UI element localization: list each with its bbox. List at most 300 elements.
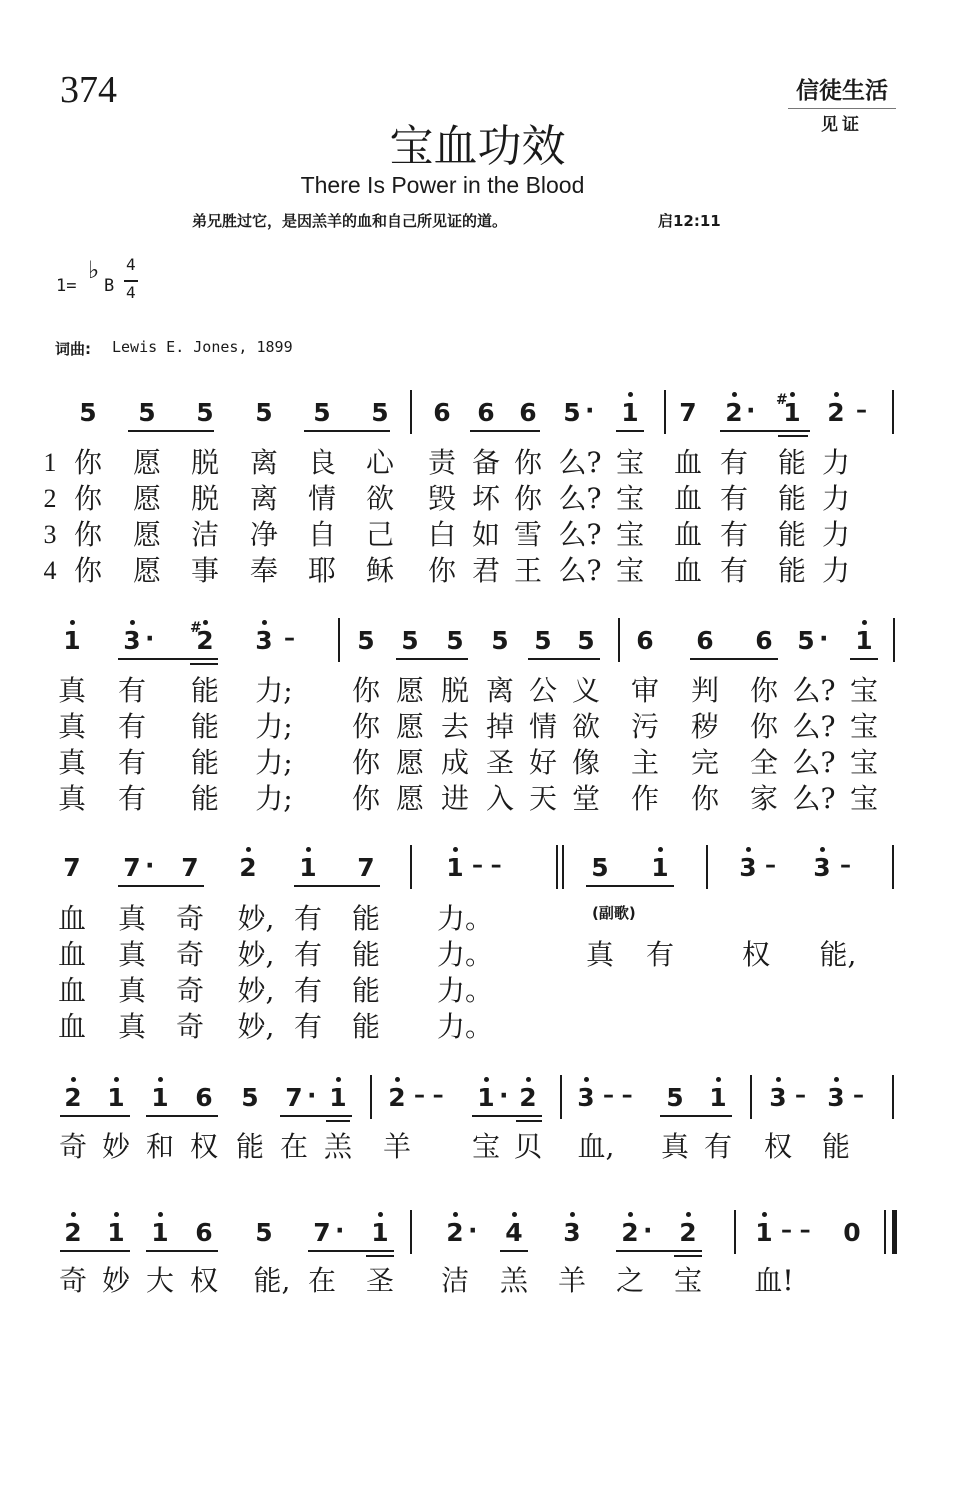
- beam: [128, 430, 214, 432]
- lyric: 真: [57, 782, 86, 815]
- lyric: 权: [189, 1264, 218, 1297]
- lyric: 全: [749, 746, 778, 779]
- lyric: 力: [821, 446, 850, 479]
- lyric: 你: [749, 674, 778, 707]
- lyric: 君: [471, 554, 500, 587]
- lyric: 公: [528, 674, 557, 707]
- note: 5: [491, 626, 509, 655]
- note: 6: [696, 626, 714, 655]
- beam: [308, 1250, 394, 1252]
- lyric: 愿: [395, 710, 424, 743]
- lyric: 血: [57, 902, 86, 935]
- lyric: 能: [351, 1010, 380, 1043]
- scripture-reference: 启12:11: [658, 212, 721, 230]
- lyric: 血: [673, 446, 702, 479]
- note-high: 2: [508, 1083, 548, 1113]
- lyric: 入: [485, 782, 514, 815]
- note: 7: [181, 853, 199, 882]
- dash: –: [840, 853, 851, 878]
- bar-line: [618, 618, 620, 662]
- note-high: 3: [244, 626, 284, 656]
- lyric: 宝: [615, 482, 644, 515]
- lyric: 么?: [558, 554, 602, 587]
- note-high: 1: [435, 853, 475, 883]
- note-high: 1: [640, 853, 680, 883]
- lyric: 能: [351, 938, 380, 971]
- lyric: 愿: [132, 446, 161, 479]
- bar-line: [370, 1075, 372, 1119]
- beam: [850, 658, 878, 660]
- lyric: 良: [307, 446, 336, 479]
- lyric: 圣: [485, 746, 514, 779]
- lyric: 能: [351, 974, 380, 1007]
- augmentation-dot: ·: [643, 1216, 653, 1245]
- bar-line: [892, 1075, 894, 1119]
- note: 6: [755, 626, 773, 655]
- dash: – –: [472, 853, 502, 878]
- lyric: 力: [821, 482, 850, 515]
- lyric: 血,: [577, 1130, 615, 1163]
- lyric: 作: [630, 782, 659, 815]
- lyric: 你: [351, 710, 380, 743]
- lyric: 宝: [615, 446, 644, 479]
- beam: [516, 1120, 542, 1122]
- note: 5: [313, 398, 331, 427]
- lyric: 宝: [849, 746, 878, 779]
- note: 5: [79, 398, 97, 427]
- lyric: 你: [73, 482, 102, 515]
- note-high: 2: [714, 398, 754, 428]
- lyric: 有: [719, 482, 748, 515]
- time-signature-top: 4: [126, 255, 136, 274]
- lyric: 么?: [792, 710, 836, 743]
- final-bar-line: [884, 1210, 886, 1254]
- lyric: 审: [630, 674, 659, 707]
- lyric: 洁: [440, 1264, 469, 1297]
- lyric: 么?: [558, 446, 602, 479]
- beam: [396, 658, 468, 660]
- lyric: 血: [57, 938, 86, 971]
- lyric: 力: [821, 554, 850, 587]
- lyric: 羊: [557, 1264, 586, 1297]
- credit-name: Lewis E. Jones, 1899: [112, 338, 293, 356]
- lyric: 王: [513, 554, 542, 587]
- dash: –: [853, 1083, 864, 1108]
- lyric: 进: [440, 782, 469, 815]
- note: 7: [63, 853, 81, 882]
- note-high: 3: [816, 1083, 856, 1113]
- dash: –: [284, 626, 295, 651]
- lyric: 力;: [255, 674, 293, 707]
- note: 7: [357, 853, 375, 882]
- lyric: 主: [630, 746, 659, 779]
- note: 6: [433, 398, 451, 427]
- lyric: 你: [351, 746, 380, 779]
- beam: [690, 658, 778, 660]
- augmentation-dot: ·: [335, 1216, 345, 1245]
- lyric: 妙,: [237, 902, 275, 935]
- lyric: 好: [528, 746, 557, 779]
- lyric: 家: [749, 782, 778, 815]
- lyric: 奇: [175, 974, 204, 1007]
- lyric: 脱: [190, 446, 219, 479]
- note: 6: [519, 398, 537, 427]
- note-high: 1: [96, 1218, 136, 1248]
- lyric: 贝: [513, 1130, 542, 1163]
- lyric: 愿: [132, 518, 161, 551]
- lyric: 能: [777, 518, 806, 551]
- dash: –: [765, 853, 776, 878]
- lyric: 真: [57, 710, 86, 743]
- note-high: 1: [52, 626, 92, 656]
- lyric: 你: [690, 782, 719, 815]
- augmentation-dot: ·: [307, 1081, 317, 1110]
- lyric: 宝: [849, 710, 878, 743]
- note: 7: [679, 398, 697, 427]
- note-high: 1: [140, 1083, 180, 1113]
- lyric: 像: [571, 746, 600, 779]
- note: 6: [195, 1083, 213, 1112]
- augmentation-dot: ·: [468, 1216, 478, 1245]
- beam: [674, 1255, 702, 1257]
- note: 5: [255, 398, 273, 427]
- verse-number: 1: [43, 448, 57, 477]
- beam: [146, 1250, 218, 1252]
- lyric: 权: [763, 1130, 792, 1163]
- bar-line: [734, 1210, 736, 1254]
- lyric: 你: [73, 446, 102, 479]
- lyric: 有: [293, 974, 322, 1007]
- lyric: 血: [673, 554, 702, 587]
- note: 6: [477, 398, 495, 427]
- lyric: 真: [117, 902, 146, 935]
- lyric: 有: [117, 782, 146, 815]
- key-label: 1=: [56, 276, 77, 296]
- note: 5: [371, 398, 389, 427]
- dash: –: [856, 398, 867, 423]
- double-bar-line: [562, 845, 564, 889]
- lyric: 奇: [175, 902, 204, 935]
- lyric: 洁: [190, 518, 219, 551]
- lyric: 你: [73, 518, 102, 551]
- beam: [190, 663, 218, 665]
- lyric: 己: [365, 518, 394, 551]
- hymn-title-zh: 宝血功效: [389, 121, 566, 172]
- note-high: 1: [844, 626, 884, 656]
- lyric: 血: [57, 1010, 86, 1043]
- lyric: 你: [73, 554, 102, 587]
- lyric: 离: [485, 674, 514, 707]
- lyric: 血: [57, 974, 86, 1007]
- bar-line: [338, 618, 340, 662]
- verse-number: 2: [43, 484, 57, 513]
- bar-line: [750, 1075, 752, 1119]
- lyric: 情: [528, 710, 557, 743]
- beam: [60, 1115, 130, 1117]
- time-signature-line: [124, 280, 138, 282]
- lyric: 秽: [690, 710, 719, 743]
- lyric: 欲: [365, 482, 394, 515]
- lyric: 有: [645, 938, 674, 971]
- lyric: 自: [307, 518, 336, 551]
- note: 6: [195, 1218, 213, 1247]
- beam: [720, 430, 810, 432]
- beam: [294, 885, 380, 887]
- lyric: 坏: [471, 482, 500, 515]
- lyric: 奇: [175, 938, 204, 971]
- note-high: 3: [802, 853, 842, 883]
- lyric: 净: [249, 518, 278, 551]
- lyric: 力;: [255, 746, 293, 779]
- note: 5: [666, 1083, 684, 1112]
- lyric: 妙: [101, 1264, 130, 1297]
- lyric: 奉: [249, 554, 278, 587]
- augmentation-dot: ·: [145, 624, 155, 653]
- lyric: 愿: [132, 554, 161, 587]
- note-high: 2: [53, 1218, 93, 1248]
- lyric: 能: [777, 554, 806, 587]
- lyric: 真: [117, 1010, 146, 1043]
- note-high: 3: [566, 1083, 606, 1113]
- bar-line: [893, 618, 895, 662]
- lyric: 宝: [673, 1264, 702, 1297]
- bar-line: [664, 390, 666, 434]
- lyric: 能: [777, 482, 806, 515]
- lyric: 么?: [792, 674, 836, 707]
- lyric: 么?: [792, 746, 836, 779]
- note-high: 1: [466, 1083, 506, 1113]
- note-high: 3: [728, 853, 768, 883]
- note-high: 1: [318, 1083, 358, 1113]
- beam: [118, 885, 204, 887]
- lyric: 奇: [58, 1264, 87, 1297]
- lyric: 妙,: [237, 974, 275, 1007]
- note: 5: [446, 626, 464, 655]
- lyric: 宝: [849, 782, 878, 815]
- note: 0: [843, 1218, 861, 1247]
- note: 5: [357, 626, 375, 655]
- lyric: 真: [660, 1130, 689, 1163]
- lyric: 在: [279, 1130, 308, 1163]
- lyric: 奇: [175, 1010, 204, 1043]
- lyric: 离: [249, 446, 278, 479]
- refrain-tag: (副歌): [592, 904, 636, 922]
- lyric: 有: [293, 938, 322, 971]
- bar-line: [410, 845, 412, 889]
- lyric: 能: [777, 446, 806, 479]
- lyric: 义: [571, 674, 600, 707]
- lyric: 和: [145, 1130, 174, 1163]
- lyric: 愿: [132, 482, 161, 515]
- note-high: 2: [816, 398, 856, 428]
- note-high: 1: [288, 853, 328, 883]
- lyric: 事: [190, 554, 219, 587]
- lyric: 离: [249, 482, 278, 515]
- note-high: 2: [668, 1218, 708, 1248]
- key-note: B: [104, 276, 115, 296]
- beam: [660, 1115, 732, 1117]
- lyric: 去: [440, 710, 469, 743]
- note: 7: [285, 1083, 303, 1112]
- final-bar-line-thick: [892, 1210, 897, 1254]
- category-label: 信徒生活: [788, 72, 896, 109]
- lyric: 力: [821, 518, 850, 551]
- subcategory-label: 见证: [821, 115, 863, 135]
- note: 5: [577, 626, 595, 655]
- lyric: 真: [585, 938, 614, 971]
- lyric: 真: [117, 974, 146, 1007]
- lyric: 你: [427, 554, 456, 587]
- augmentation-dot: ·: [585, 396, 595, 425]
- lyric: 掉: [485, 710, 514, 743]
- lyric: 能,: [819, 938, 857, 971]
- lyric: 有: [719, 446, 748, 479]
- hymn-title-en: There Is Power in the Blood: [300, 172, 585, 198]
- lyric: 力。: [436, 902, 493, 935]
- lyric: 大: [145, 1264, 174, 1297]
- bar-line: [892, 845, 894, 889]
- note: 7: [313, 1218, 331, 1247]
- note: 5: [563, 398, 581, 427]
- lyric: 愿: [395, 674, 424, 707]
- dash: – –: [603, 1083, 633, 1108]
- lyric: 宝: [615, 518, 644, 551]
- lyric: 圣: [365, 1264, 394, 1297]
- note: 5: [534, 626, 552, 655]
- note-high: 2: [435, 1218, 475, 1248]
- lyric: 妙,: [237, 938, 275, 971]
- lyric: 有: [293, 902, 322, 935]
- note-high: 2: [228, 853, 268, 883]
- lyric: 血: [673, 518, 702, 551]
- lyric: 你: [513, 482, 542, 515]
- note-high: 4: [494, 1218, 534, 1248]
- note-high: 2: [377, 1083, 417, 1113]
- note-high: 1: [140, 1218, 180, 1248]
- note: 5: [401, 626, 419, 655]
- lyric: 脱: [190, 482, 219, 515]
- note-high: 3: [758, 1083, 798, 1113]
- beam: [326, 1120, 350, 1122]
- lyric: 稣: [365, 554, 394, 587]
- lyric: 你: [749, 710, 778, 743]
- lyric: 判: [690, 674, 719, 707]
- lyric: 力。: [436, 938, 493, 971]
- bar-line: [560, 1075, 562, 1119]
- note: 5: [196, 398, 214, 427]
- beam: [366, 1255, 394, 1257]
- bar-line: [706, 845, 708, 889]
- lyric: 耶: [307, 554, 336, 587]
- note: 5: [241, 1083, 259, 1112]
- lyric: 力;: [255, 782, 293, 815]
- lyric: 羔: [323, 1130, 352, 1163]
- lyric: 心: [365, 446, 394, 479]
- lyric: 力;: [255, 710, 293, 743]
- lyric: 备: [471, 446, 500, 479]
- note-high: 3: [552, 1218, 592, 1248]
- lyric: 愿: [395, 746, 424, 779]
- note-high: 2: [185, 626, 225, 656]
- note-high: 1: [772, 398, 812, 428]
- lyric: 有: [719, 518, 748, 551]
- lyric: 奇: [58, 1130, 87, 1163]
- lyric: 血!: [754, 1264, 794, 1297]
- lyric: 污: [630, 710, 659, 743]
- beam: [778, 435, 808, 437]
- sharp-icon: #: [190, 620, 202, 636]
- lyric: 权: [189, 1130, 218, 1163]
- bar-line: [410, 390, 412, 434]
- lyric: 如: [471, 518, 500, 551]
- augmentation-dot: ·: [145, 851, 155, 880]
- lyric: 羔: [499, 1264, 528, 1297]
- lyric: 血: [673, 482, 702, 515]
- lyric: 么?: [792, 782, 836, 815]
- lyric: 能: [190, 746, 219, 779]
- time-signature-bottom: 4: [126, 283, 136, 302]
- lyric: 能,: [253, 1264, 291, 1297]
- hymn-number: 374: [60, 69, 117, 111]
- beam: [472, 1115, 542, 1117]
- lyric: 能: [190, 710, 219, 743]
- lyric: 宝: [471, 1130, 500, 1163]
- lyric: 有: [719, 554, 748, 587]
- lyric: 你: [513, 446, 542, 479]
- augmentation-dot: ·: [746, 396, 756, 425]
- lyric: 有: [703, 1130, 732, 1163]
- lyric: 情: [307, 482, 336, 515]
- lyric: 能: [351, 902, 380, 935]
- lyric: 能: [821, 1130, 850, 1163]
- note: 7: [123, 853, 141, 882]
- lyric: 你: [351, 782, 380, 815]
- lyric: 有: [117, 710, 146, 743]
- lyric: 力。: [436, 1010, 493, 1043]
- lyric: 羊: [382, 1130, 411, 1163]
- lyric: 毁: [427, 482, 456, 515]
- double-bar-line: [556, 845, 558, 889]
- lyric: 责: [427, 446, 456, 479]
- lyric: 真: [117, 938, 146, 971]
- beam: [146, 1115, 218, 1117]
- beam: [304, 430, 390, 432]
- lyric: 你: [351, 674, 380, 707]
- lyric: 能: [235, 1130, 264, 1163]
- credit-label: 词曲:: [55, 340, 91, 358]
- lyric: 么?: [558, 518, 602, 551]
- beam: [586, 885, 674, 887]
- sharp-icon: #: [776, 392, 788, 408]
- beam: [118, 658, 218, 660]
- beam: [528, 658, 600, 660]
- note: 5: [138, 398, 156, 427]
- note-high: 2: [610, 1218, 650, 1248]
- verse-number: 3: [43, 520, 57, 549]
- lyric: 权: [741, 938, 770, 971]
- lyric: 欲: [571, 710, 600, 743]
- bar-line: [410, 1210, 412, 1254]
- dash: – –: [781, 1218, 811, 1243]
- beam: [616, 430, 644, 432]
- dash: –: [795, 1083, 806, 1108]
- lyric: 白: [427, 518, 456, 551]
- lyric: 完: [690, 746, 719, 779]
- lyric: 真: [57, 674, 86, 707]
- note-high: 1: [610, 398, 650, 428]
- lyric: 在: [307, 1264, 336, 1297]
- flat-sign-icon: ♭: [88, 256, 100, 284]
